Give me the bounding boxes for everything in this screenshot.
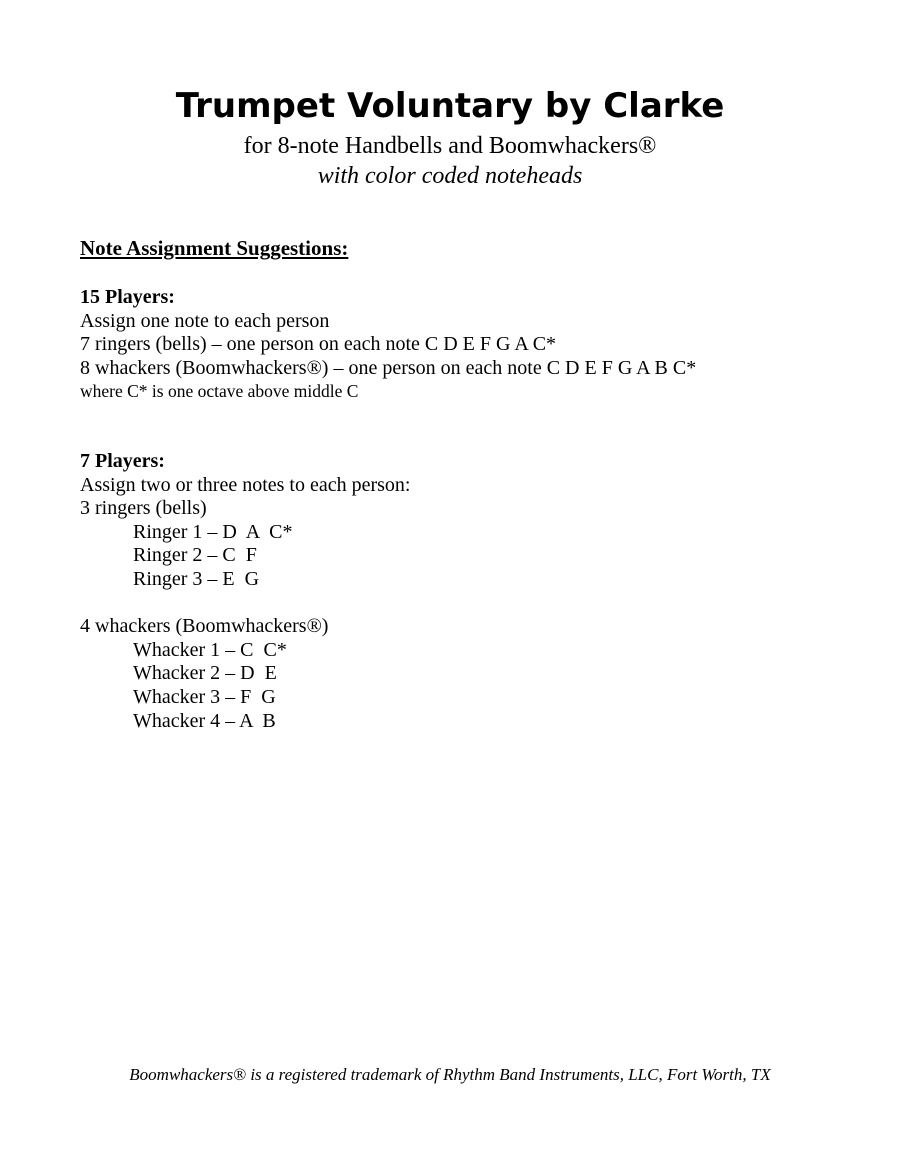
- whacker-item: Whacker 2 – D E: [133, 662, 277, 685]
- fifteen-line: 8 whackers (Boomwhackers®) – one person on each note C D E F G A B C*: [80, 356, 697, 379]
- fifteen-line: 7 ringers (bells) – one person on each note C D E F G A C*: [80, 333, 557, 356]
- trademark-footer: Boomwhackers® is a registered trademark of Rhythm Band Instruments, LLC, Fort Worth, TX: [129, 1065, 771, 1084]
- fifteen-footnote: where C* is one octave above middle C: [80, 381, 359, 402]
- subtitle-italic: with color coded noteheads: [317, 163, 583, 189]
- subtitle: for 8-note Handbells and Boomwhackers®: [243, 133, 657, 159]
- fifteen-players-section: [80, 286, 696, 404]
- whackers-label: 4 whackers (Boomwhackers®): [80, 615, 329, 638]
- seven-intro: Assign two or three notes to each person:: [80, 473, 411, 496]
- whacker-item: Whacker 1 – C C*: [133, 638, 287, 661]
- seven-players-label: 7 Players:: [80, 450, 165, 472]
- ringer-item: Ringer 3 – E G: [133, 567, 260, 590]
- whacker-item: Whacker 4 – A B: [133, 709, 276, 732]
- spacer: [80, 592, 410, 616]
- seven-players-section: [80, 450, 410, 733]
- fifteen-line: Assign one note to each person: [80, 309, 330, 332]
- fifteen-players-label: 15 Players:: [80, 286, 175, 308]
- page-title: Trumpet Voluntary by Clarke: [175, 86, 725, 126]
- whacker-item: Whacker 3 – F G: [133, 685, 276, 708]
- ringer-item: Ringer 1 – D A C*: [133, 520, 293, 543]
- section-heading: Note Assignment Suggestions:: [80, 236, 349, 260]
- ringer-item: Ringer 2 – C F: [133, 544, 257, 567]
- ringers-label: 3 ringers (bells): [80, 497, 207, 520]
